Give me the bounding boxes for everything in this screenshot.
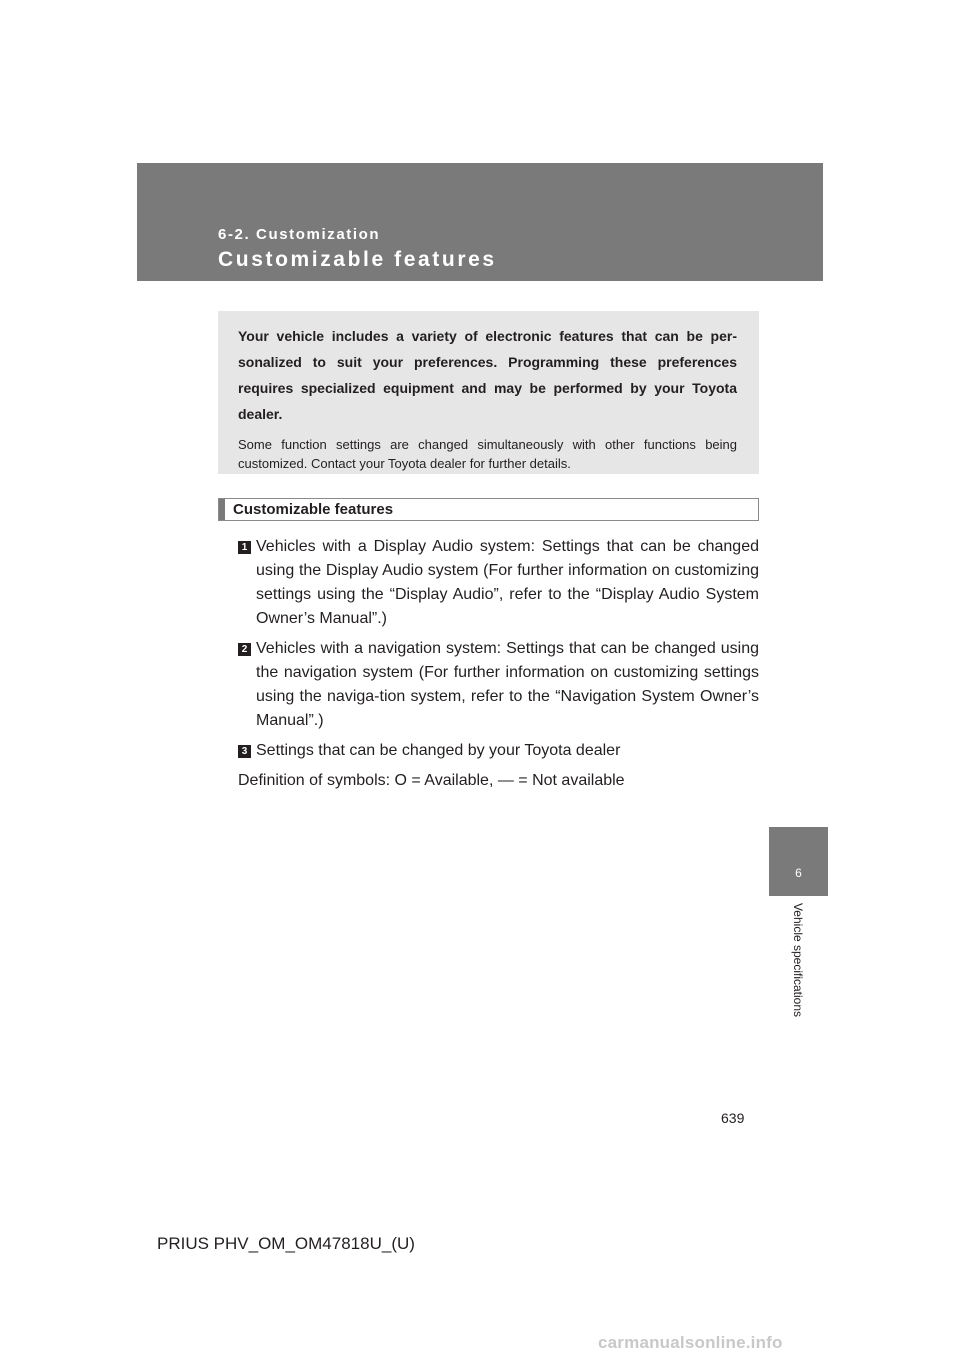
page-number: 639: [721, 1110, 745, 1126]
intro-box: [218, 311, 759, 474]
list-item: [238, 739, 759, 763]
section-label: 6-2. Customization: [218, 226, 381, 243]
chapter-number: 6: [795, 866, 802, 880]
feature-list: [238, 535, 759, 793]
page-title: Customizable features: [218, 248, 497, 271]
item-number-badge: 2: [238, 643, 251, 656]
intro-bold-text: Your vehicle includes a variety of electronic features that can be per-sonalized to suit your preferences. Programming these preferences requires specialized equipment and may be performed by your Toyota dealer.: [238, 328, 737, 422]
item-text: Vehicles with a navigation system: Settings that can be changed using the navigation system (For further information on customizing settings using the naviga-tion system, refer to the “Navigation System Owner’s Manual”.): [256, 640, 759, 729]
chapter-tab: [769, 827, 828, 896]
chapter-name: Vehicle specifications: [791, 902, 805, 1018]
item-text: Settings that can be changed by your Toyota dealer: [256, 742, 621, 759]
subsection-heading: [218, 498, 759, 521]
item-number-badge: 3: [238, 745, 251, 758]
item-number-badge: 1: [238, 541, 251, 554]
subsection-accent: [219, 499, 225, 520]
intro-note-text: Some function settings are changed simultaneously with other functions being customized. Contact your Toyota dealer for further details.: [238, 437, 737, 471]
subsection-title: Customizable features: [233, 501, 394, 518]
document-code: PRIUS PHV_OM_OM47818U_(U): [157, 1234, 415, 1253]
list-item: [238, 535, 759, 631]
item-text: Vehicles with a Display Audio system: Settings that can be changed using the Display Audio system (For further information on customizing settings using the “Display Audio”, refer to the “Display Audio System Owner’s Manual”.): [256, 538, 759, 627]
list-item: [238, 637, 759, 733]
symbol-definition: Definition of symbols: O = Available, — = Not available: [238, 772, 625, 789]
watermark: carmanualsonline.info: [598, 1333, 783, 1352]
